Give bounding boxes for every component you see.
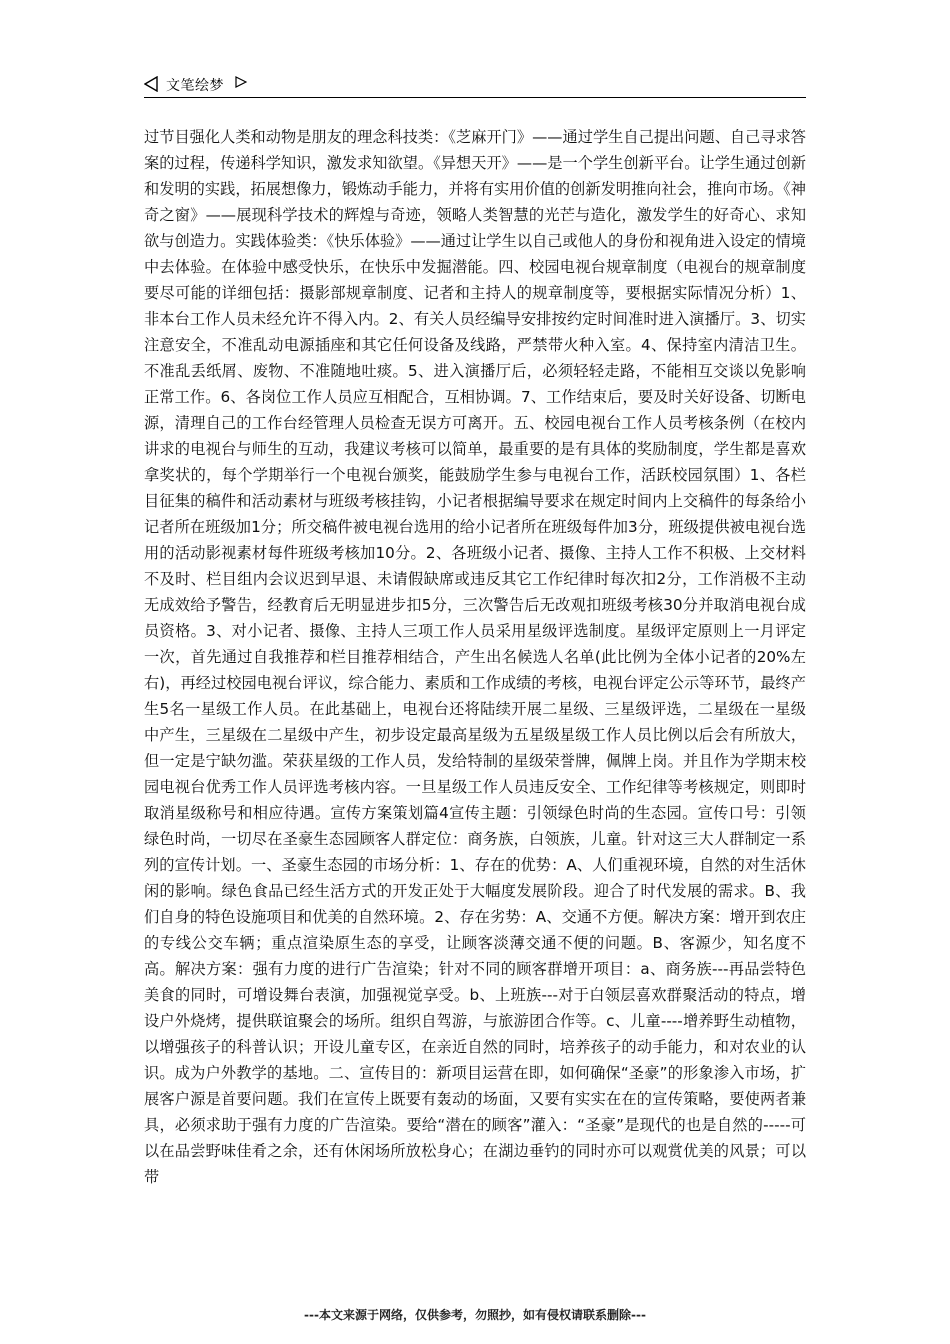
header-title: 文笔绘梦 <box>166 78 224 94</box>
footer-disclaimer: ---本文来源于网络，仅供参考，勿照抄，如有侵权请联系删除--- <box>304 1308 646 1322</box>
left-triangle-icon <box>144 76 158 92</box>
header-divider <box>144 97 806 98</box>
body-paragraph: 过节目强化人类和动物是朋友的理念科技类：《芝麻开门》——通过学生自己提出问题、自己寻求答案的过程，传递科学知识，激发求知欲望。《异想天开》——是一个学生创新平台。让学生通过创新和发明的实践，拓展想像力，锻炼动手能力，并将有实用价值的创新发明推向社会，推向市场。《神奇之窗》——展现科学技术的辉煌与奇迹，领略人类智慧的光芒与造化，激发学生的好奇心、求知欲与创造力。实践体验类：《快乐体验》——通过让学生以自己或他人的身份和视角进入设定的情境中去体验。在体验中感受快乐，在快乐中发掘潜能。四、校园电视台规章制度（电视台的规章制度要尽可能的详细包括：摄影部规章制度、记者和主持人的规章制度等，要根据实际情况分析）1、非本台工作人员未经允许不得入内。2、有关人员经编导安排按约定时间准时进入演播厅。3、切实注意安全，不准乱动电源插座和其它任何设备及线路，严禁带火种入室。4、保持室内清洁卫生。不准乱丢纸屑、废物、不准随地吐痰。5、进入演播厅后，必须轻轻走路，不能相互交谈以免影响正常工作。6、各岗位工作人员应互相配合，互相协调。7、工作结束后，要及时关好设备、切断电源，清理自己的工作台经管理人员检查无误方可离开。五、校园电视台工作人员考核条例（在校内讲求的电视台与师生的互动，我建议考核可以简单，最重要的是有具体的奖励制度，学生都是喜欢拿奖状的，每个学期举行一个电视台颁奖，能鼓励学生参与电视台工作，活跃校园氛围）1、各栏目征集的稿件和活动素材与班级考核挂钩，小记者根据编导要求在规定时间内上交稿件的每条给小记者所在班级加1分；所交稿件被电视台选用的给小记者所在班级每件加3分，班级提供被电视台选用的活动影视素材每件班级考核加10分。2、各班级小记者、摄像、主持人工作不积极、上交材料不及时、栏目组内会议迟到早退、未请假缺席或违反其它工作纪律时每次扣2分，工作消极不主动无成效给予警告，经教育后无明显进步扣5分，三次警告后无改观扣班级考核30分并取消电视台成员资格。3、对小记者、摄像、主持人三项工作人员采用星级评选制度。星级评定原则上一月评定一次，首先通过自我推荐和栏目推荐相结合，产生出名候选人名单(此比例为全体小记者的20%左右)，再经过校园电视台评议，综合能力、素质和工作成绩的考核，电视台评定公示等环节，最终产生5名一星级工作人员。在此基础上，电视台还将陆续开展二星级、三星级评选，二星级在一星级中产生，三星级在二星级中产生，初步设定最高星级为五星级星级工作人员比例以后会有所放大，但一定是宁缺勿滥。荣获星级的工作人员，发给特制的星级荣誉牌，佩牌上岗。并且作为学期末校园电视台优秀工作人员评选考核内容。一旦星级工作人员违反安全、工作纪律等考核规定，则即时取消星级称号和相应待遇。宣传方案策划篇4宣传主题：引领绿色时尚的生态园。宣传口号：引领绿色时尚，一切尽在圣豪生态园顾客人群定位：商务族，白领族，儿童。针对这三大人群制定一系列的宣传计划。一、圣豪生态园的市场分析：1、存在的优势：A、人们重视环境，自然的对生活休闲的影响。绿色食品已经生活方式的开发正处于大幅度发展阶段。迎合了时代发展的需求。B、我们自身的特色设施项目和优美的自然环境。2、存在劣势：A、交通不方便。解决方案：增开到农庄的专线公交车辆；重点渲染原生态的享受，让顾客淡薄交通不便的问题。B、客源少，知名度不高。解决方案：强有力度的进行广告渲染；针对不同的顾客群增开项目：a、商务族---再品尝特色美食的同时，可增设舞台表演，加强视觉享受。b、上班族---对于白领层喜欢群聚活动的特点，增设户外烧烤，提供联谊聚会的场所。组织自驾游，与旅游团合作等。c、儿童----增养野生动植物，以增强孩子的科普认识；开设儿童专区，在亲近自然的同时，培养孩子的动手能力，和对农业的认识。成为户外教学的基地。二、宣传目的：新项目运营在即，如何确保“圣豪”的形象渗入市场，扩展客户源是首要问题。我们在宣传上既要有轰动的场面，又要有实实在在的宣传策略，要使两者兼具，必须求助于强有力度的广告渲染。要给“潜在的顾客”灌入：“圣豪”是现代的也是自然的-----可以在品尝野味佳肴之余，还有休闲场所放松身心；在湖边垂钓的同时亦可以观赏优美的风景；可以带 <box>144 128 806 1186</box>
page-header <box>144 74 806 98</box>
right-triangle-icon <box>235 76 247 88</box>
